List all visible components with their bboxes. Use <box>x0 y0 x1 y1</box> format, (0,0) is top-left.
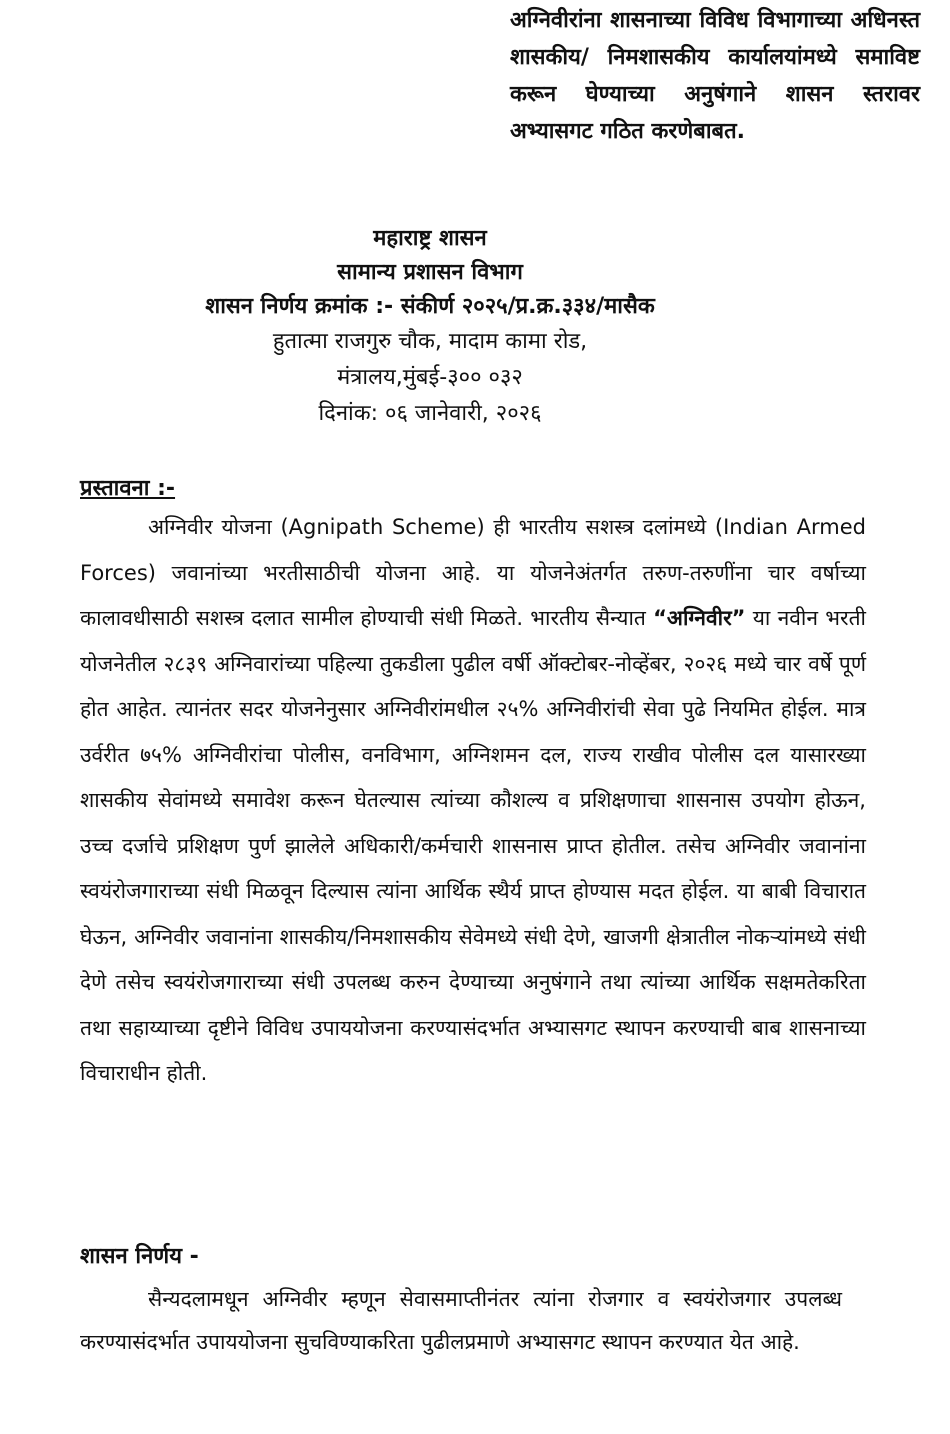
decision-paragraph: सैन्यदलामधून अग्निवीर म्हणून सेवासमाप्तीनंतर त्यांना रोजगार व स्वयंरोजगार उपलब्ध करण्यासंदर्भात उपाययोजना सुचविण्याकरिता पुढीलप्रमाणे अभ्यासगट स्थापन करण्यात येत आहे. <box>80 1287 842 1354</box>
agniveer-emphasis: “अग्निवीर” <box>653 606 746 630</box>
decision-heading: शासन निर्णय - <box>80 1244 199 1269</box>
government-name: महाराष्ट्र शासन <box>373 226 487 251</box>
issue-date: दिनांक: ०६ जानेवारी, २०२६ <box>318 401 542 426</box>
address-line-2: मंत्रालय,मुंबई-३०० ०३२ <box>337 365 523 390</box>
preamble-heading: प्रस्तावना :- <box>80 476 176 501</box>
address-line-1: हुतात्मा राजगुरु चौक, मादाम कामा रोड, <box>272 329 588 354</box>
preamble-text-part-2: या नवीन भरती योजनेतील २८३९ अग्निवारांच्या पहिल्या तुकडीला पुढील वर्षी ऑक्टोबर-नोव्हेंबर, २०२६ मध्ये चार वर्षे पूर्ण होत आहेत. त्यानंतर सदर योजनेनुसार अग्निवीरांमधील २५% अग्निवीरांची सेवा पुढे नियमित होईल. मात्र उर्वरीत ७५% अग्निवीरांचा पोलीस, वनविभाग, अग्निशमन दल, राज्य राखीव पोलीस दल यासारख्या शासकीय सेवांमध्ये समावेश करून घेतल्यास त्यांच्या कौशल्य व प्रशिक्षणाचा शासनास उपयोग होऊन, उच्च दर्जाचे प्रशिक्षण पुर्ण झालेले अधिकारी/कर्मचारी शासनास प्राप्त होतील. तसेच अग्निवीर जवानांना स्वयंरोजगाराच्या संधी मिळवून दिल्यास त्यांना आर्थिक स्थैर्य प्राप्त होण्यास मदत होईल. या बाबी विचारात घेऊन, अग्निवीर जवानांना शासकीय/निमशासकीय सेवेमध्ये संधी देणे, खाजगी क्षेत्रातील नोकऱ्यांमध्ये संधी देणे तसेच स्वयंरोजगाराच्या संधी उपलब्ध करुन देण्याच्या अनुषंगाने तथा त्यांच्या आर्थिक सक्षमतेकरिता तथा सहाय्याच्या दृष्टीने विविध उपाययोजना करण्यासंदर्भात अभ्यासगट स्थापन करण्याची बाब शासनाच्या विचाराधीन होती. <box>80 606 866 1085</box>
preamble-paragraph <box>80 505 866 1097</box>
preamble-text-part-1: अग्निवीर योजना (Agnipath Scheme) ही भारतीय सशस्त्र दलांमध्ये (Indian Armed Forces) जवानांच्या भरतीसाठीची योजना आहे. या योजनेअंतर्गत तरुण-तरुणींना चार वर्षाच्या कालावधीसाठी सशस्त्र दलात सामील होण्याची संधी मिळते. भारतीय सैन्यात <box>80 515 866 630</box>
letterhead <box>0 222 860 432</box>
department-name: सामान्य प्रशासन विभाग <box>337 260 523 285</box>
gr-number: शासन निर्णय क्रमांक :- संकीर्ण २०२५/प्र.क्र.३३४/मासैक <box>205 294 655 319</box>
subject-text: अग्निवीरांना शासनाच्या विविध विभागाच्या अधिनस्त शासकीय/ निमशासकीय कार्यालयांमध्ये समाविष्ट करून घेण्याच्या अनुषंगाने शासन स्तरावर अभ्यासगट गठित करणेबाबत. <box>510 8 920 144</box>
